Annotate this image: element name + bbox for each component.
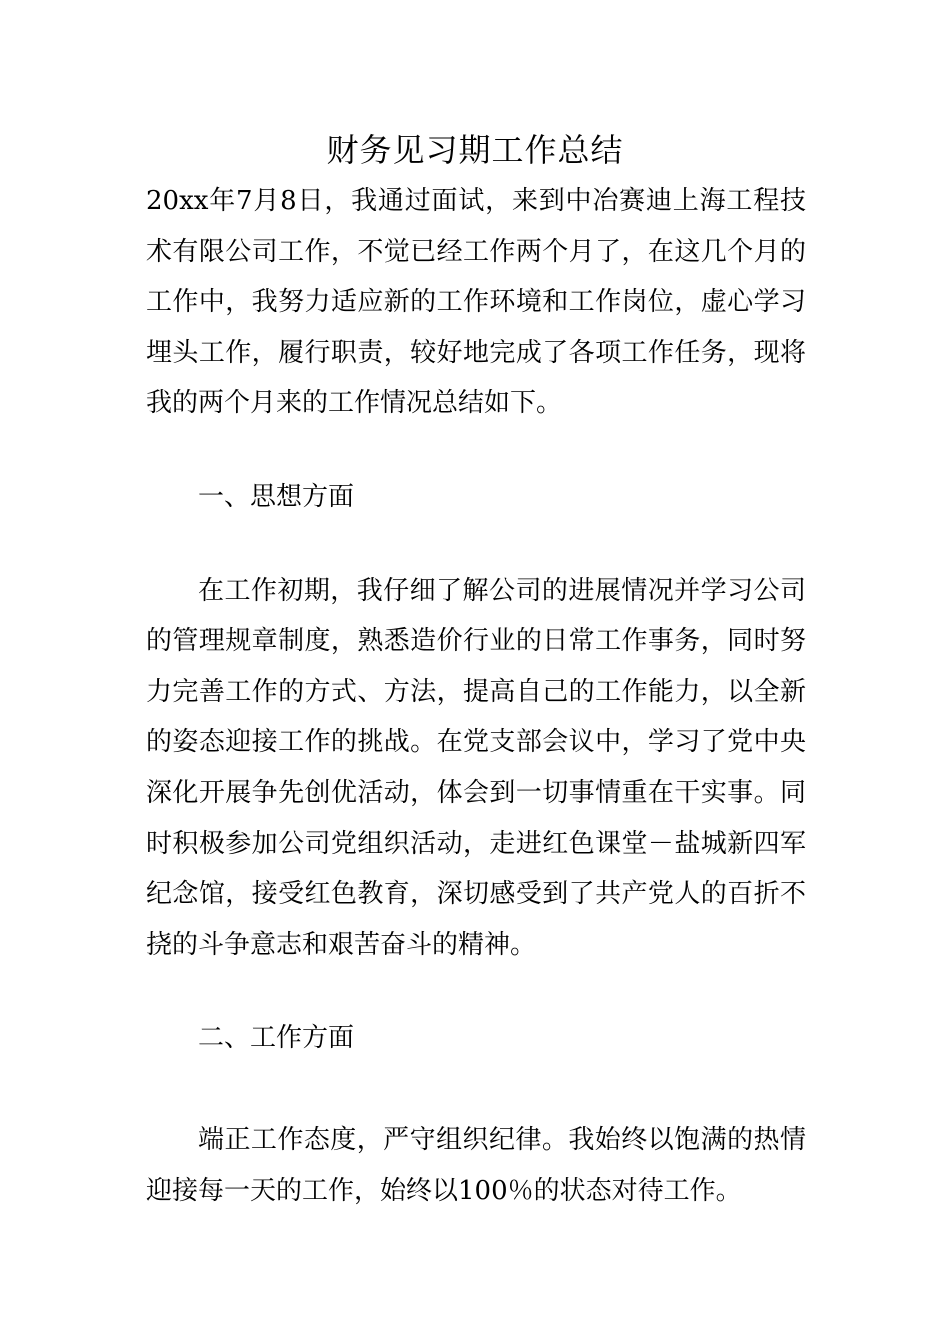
- section-heading-thought: 一、思想方面: [198, 481, 355, 512]
- intro-paragraph: 20xx年7月8日，我通过面试，来到中冶赛迪上海工程技术有限公司工作，不觉已经工作两个月了，在这几个月的工作中，我努力适应新的工作环境和工作岗位，虚心学习埋头工作，履行职责，较好地完成了各项工作任务，现将我的两个月来的工作情况总结如下。: [146, 186, 806, 419]
- document-title: 财务见习期工作总结: [326, 131, 624, 169]
- section-heading-work: 二、工作方面: [198, 1023, 355, 1054]
- section-body-work: 端正工作态度，严守组织纪律。我始终以饱满的热情迎接每一天的工作，始终以100％的状态对待工作。: [146, 1124, 806, 1206]
- document-body: [146, 176, 806, 1216]
- section-body-thought: 在工作初期，我仔细了解公司的进展情况并学习公司的管理规章制度，熟悉造价行业的日常工作事务，同时努力完善工作的方式、方法，提高自己的工作能力，以全新的姿态迎接工作的挑战。在党支部会议中，学习了党中央深化开展争先创优活动，体会到一切事情重在干实事。同时积极参加公司党组织活动，走进红色课堂－盐城新四军纪念馆，接受红色教育，深切感受到了共产党人的百折不挠的斗争意志和艰苦奋斗的精神。: [146, 575, 806, 960]
